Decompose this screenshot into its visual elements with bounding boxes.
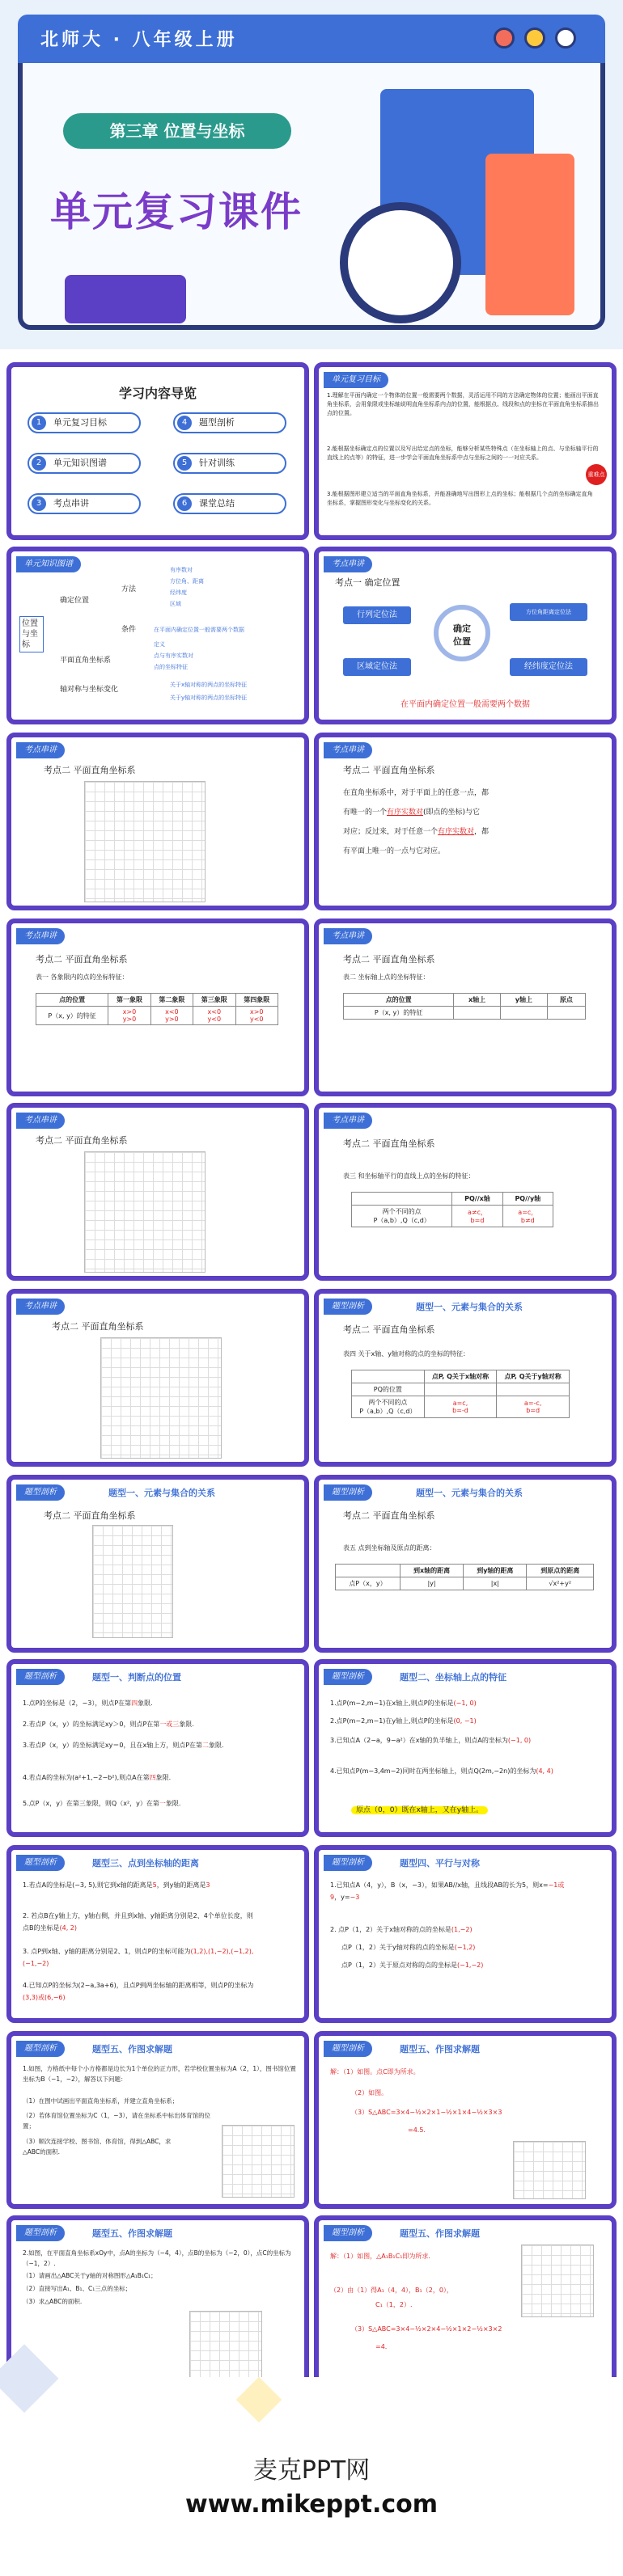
solution-text: 解：（1）如图。点C即为所求。 xyxy=(330,2068,420,2076)
type-title: 题型二、坐标轴上点的特征 xyxy=(400,1672,506,1683)
type-title: 题型一、元素与集合的关系 xyxy=(416,1302,523,1312)
question xyxy=(23,1910,257,1934)
answer-text: (−1, 0) xyxy=(453,1700,477,1707)
text-span: 3. 点P到x轴、y轴的距离分别是2、1，则点P的坐标可能为 xyxy=(23,1948,191,1955)
table-cell xyxy=(500,1007,547,1020)
table-header: 第一象限 xyxy=(108,994,150,1007)
nav-item-training[interactable] xyxy=(173,453,286,474)
center-circle: 确定 位置 xyxy=(434,605,490,661)
map-root: 位置与坐标 xyxy=(19,616,44,652)
coordinate-grid xyxy=(189,2311,262,2384)
answer-text: 二 xyxy=(202,1742,210,1749)
table-header: PQ//x轴 xyxy=(452,1193,502,1206)
slide-type-4 xyxy=(314,1845,617,2023)
table-cell: |x| xyxy=(464,1577,527,1590)
answer-text: −3 xyxy=(350,1894,360,1901)
slide-overview xyxy=(6,362,309,540)
text-line: 在直角坐标系中，对于平面上的任意一点，都 xyxy=(343,789,490,797)
answer-text: (−1,2) xyxy=(454,1944,476,1951)
nav-num: 1 xyxy=(32,416,46,430)
question xyxy=(330,1734,605,1748)
table-cell: P（x, y）的特征 xyxy=(344,1007,454,1020)
problem-text: （2）直接写出A₁、B₁、C₁三点的坐标； xyxy=(23,2285,132,2292)
method-box: 区域定位法 xyxy=(343,658,411,676)
text-span: 5.点P（x，y）在第三象限，则Q（x²，y）在第 xyxy=(23,1800,159,1807)
point-title: 考点二 平面直角坐标系 xyxy=(36,954,128,965)
map-leaf: 关于x轴对称的两点的坐标特征 xyxy=(170,682,248,688)
text-span: P（a,b）,Q（c,d） xyxy=(359,1408,417,1415)
question xyxy=(341,1958,483,1973)
yellow-dot-icon xyxy=(524,27,545,49)
question xyxy=(23,1717,194,1732)
coordinate-grid xyxy=(84,781,206,902)
text-span: 象限. xyxy=(165,1800,181,1807)
table-caption: 表五 点到坐标轴及原点的距离： xyxy=(343,1544,436,1552)
text-span: (即点的坐标)与它 xyxy=(423,809,481,817)
answer-text: (3,3)或(6,−6) xyxy=(23,1994,66,2001)
answer-text: (0, −1) xyxy=(453,1717,477,1725)
map-leaf: 关于y轴对称的两点的坐标特征 xyxy=(170,695,248,701)
table-cell: PQ的位置 xyxy=(352,1383,425,1396)
text-span: 点P（1，2）关于原点对称的点的坐标是 xyxy=(341,1962,458,1969)
slide-tag: 考点串讲 xyxy=(16,1113,65,1129)
brand-name: 麦克PPT网 xyxy=(252,2456,371,2485)
question xyxy=(330,1696,477,1711)
table-header: y轴上 xyxy=(500,994,547,1007)
problem-text: 2.如图，在平面直角坐标系xOy中，点A的坐标为（−4，4），点B的坐标为（−2，0），点C的坐标为（−1，2）. xyxy=(23,2249,291,2267)
answer-text: 四 xyxy=(131,1700,138,1707)
solution-text: =4. xyxy=(375,2343,388,2350)
text-span: 象限. xyxy=(155,1774,172,1781)
problem-text: 1.如图，方格纸中每个小方格都是边长为1个单位的正方形，若学校位置坐标为A（2，1），图书馆位置坐标为B（−1，−2），解答以下问题： xyxy=(23,2065,296,2083)
slide-tag: 题型剖析 xyxy=(324,1484,372,1501)
text-span: 4.已知点P的坐标为(2−a,3a+6)，且点P到两坐标轴的距离相等，则点P的坐标为 xyxy=(23,1982,254,1989)
slide-goals xyxy=(314,362,617,540)
point-title: 考点二 平面直角坐标系 xyxy=(343,1324,435,1335)
map-node: 条件 xyxy=(121,626,137,634)
decor-diamond-icon xyxy=(236,2377,282,2423)
solution-text: （3）S△ABC=3×4−½×2×4−½×1×2−½×3×2 xyxy=(351,2325,502,2333)
table-cell: a=c, b=-d xyxy=(424,1396,497,1418)
answer-text: −1或9 xyxy=(330,1881,565,1901)
table-cell: a=-c, b=d xyxy=(497,1396,570,1418)
text-span: 4.已知点P(m−3,4m−2)同时在两坐标轴上，则点Q(2m,−2n)的坐标为 xyxy=(330,1767,536,1775)
chapter-label: 第三章 位置与坐标 xyxy=(63,113,291,149)
solution-text: （3）S△ABC=3×4−½×2×1−½×1×4−½×3×3 xyxy=(351,2109,502,2116)
type-title: 题型三、点到坐标轴的距离 xyxy=(92,1858,199,1869)
type-title: 题型五、作图求解题 xyxy=(400,2044,480,2054)
question xyxy=(23,1945,257,1970)
slide-point-2d xyxy=(6,1289,309,1467)
map-leaf: 有序数对 xyxy=(170,567,193,573)
type-title: 题型一、判断点的位置 xyxy=(92,1672,181,1683)
text-span: 3.已知点A（2−a，9−a²）在x轴的负半轴上，则点A的坐标为 xyxy=(330,1737,508,1744)
text-span: 1.点P的坐标是（2，−3），则点P在第 xyxy=(23,1700,132,1707)
slide-tag: 单元知识图谱 xyxy=(16,556,81,572)
solution-text: （2）由（1）得A₁（4，4），B₁（2，0）， xyxy=(330,2287,453,2294)
slide-table-3 xyxy=(314,1103,617,1281)
answer-text: (−1,−2) xyxy=(457,1962,484,1969)
point-title: 考点二 平面直角坐标系 xyxy=(343,1510,435,1521)
solution-text: 解：（1）如图，△A₁B₁C₁即为所求. xyxy=(330,2253,430,2260)
answer-text: 一或三 xyxy=(159,1721,180,1728)
answer-text: (4, 4) xyxy=(536,1767,553,1775)
slide-tag: 考点串讲 xyxy=(16,742,65,758)
problem-text: （1）在图中试画出平面直角坐标系，并建立直角坐标系； xyxy=(23,2097,179,2105)
table-cell: a=c， b≠d xyxy=(502,1206,553,1227)
text-span: 点P（1，2）关于y轴对称的点的坐标是 xyxy=(341,1944,455,1951)
question xyxy=(330,1879,573,1903)
text-line xyxy=(343,825,489,839)
solution-text: C₁（1，2）. xyxy=(375,2301,413,2308)
cover-slide xyxy=(0,0,623,349)
nav-num: 4 xyxy=(177,416,192,430)
nav-item-goals[interactable] xyxy=(28,412,141,433)
table-cell xyxy=(547,1007,585,1020)
distance-table xyxy=(335,1564,594,1590)
note-text: 在平面内确定位置一般需要两个数据 xyxy=(400,700,530,709)
text-span: 两个不同的点 xyxy=(382,1208,422,1215)
map-leaf: 定义 xyxy=(154,641,165,648)
slide-table-1 xyxy=(6,918,309,1096)
red-dot-icon xyxy=(494,27,515,49)
table-caption: 表二 坐标轴上点的坐标特征： xyxy=(343,973,430,981)
slide-point-2c xyxy=(6,1103,309,1281)
table-header: 到y轴的距离 xyxy=(464,1565,527,1577)
slide-tag: 题型剖析 xyxy=(16,1855,65,1871)
solution-text: （2）如图。 xyxy=(351,2089,388,2097)
map-leaf: 经纬度 xyxy=(170,589,187,596)
question xyxy=(341,1940,475,1955)
slide-point-2b xyxy=(314,733,617,910)
map-node: 轴对称与坐标变化 xyxy=(60,686,119,694)
text-span: 象限. xyxy=(209,1742,224,1749)
question xyxy=(23,1879,257,1891)
table-cell xyxy=(424,1383,497,1396)
nav-label: 考点串讲 xyxy=(53,498,89,509)
problem-text: （1）请画出△ABC关于y轴的对称图形△A₁B₁C₁； xyxy=(23,2272,157,2279)
slide-tag: 题型剖析 xyxy=(324,1669,372,1685)
slide-type-1a xyxy=(6,1475,309,1653)
slide-type-2 xyxy=(314,1659,617,1837)
coordinate-grid xyxy=(222,2125,295,2198)
table-caption: 表四 关于x轴、y轴对称的点的坐标的特征： xyxy=(343,1350,470,1358)
text-line: 有平面上唯一的一点与它对应。 xyxy=(343,847,446,855)
text-span: ，y= xyxy=(334,1894,350,1901)
table-caption: 表一 各象限内的点的坐标特征： xyxy=(36,973,129,981)
map-leaf: 方位角、距离 xyxy=(170,578,204,585)
point-title: 考点二 平面直角坐标系 xyxy=(343,954,435,965)
slide-table-2 xyxy=(314,918,617,1096)
answer-text: 5 xyxy=(152,1881,157,1889)
nav-label: 单元复习目标 xyxy=(53,417,107,428)
text-span: 对应；反过来，对于任意一个 xyxy=(343,828,439,836)
slide-tag: 题型剖析 xyxy=(16,1484,65,1501)
goal-3: 3.能根据图形建立适当的平面直角坐标系，并能准确地写出图形上点的坐标；能根据几个点的坐标确定直角坐标系，掌握图形变化与坐标变化的关系。 xyxy=(327,491,593,506)
table-cell: x>0 y<0 xyxy=(235,1007,278,1025)
slide-tag: 题型剖析 xyxy=(16,2225,65,2241)
text-span: ，到y轴的距离是 xyxy=(156,1881,206,1889)
slide-tag: 考点串讲 xyxy=(324,1113,372,1129)
table-cell: √x²+y² xyxy=(527,1577,594,1590)
question xyxy=(23,1738,298,1753)
text-line xyxy=(343,805,480,820)
type-title: 题型五、作图求解题 xyxy=(400,2228,480,2239)
slide-tag: 考点串讲 xyxy=(324,556,372,572)
slide-table-4 xyxy=(314,1289,617,1467)
cover-header xyxy=(18,15,605,63)
table-header: 原点 xyxy=(547,994,585,1007)
nav-num: 5 xyxy=(177,456,192,471)
nav-num: 3 xyxy=(32,496,46,511)
text-span: 3.若点P（x，y）的坐标满足xy＝0，且在x轴上方，则点P在第 xyxy=(23,1742,203,1749)
slide-tag: 考点串讲 xyxy=(324,928,372,944)
slide-tag: 单元复习目标 xyxy=(324,372,388,388)
slide-knowledge-map xyxy=(6,547,309,724)
answer-text: (1,−2) xyxy=(451,1926,473,1933)
goal-2: 2.能根据坐标确定点的位置以及写出给定点的坐标，能够分析某些特殊点（在坐标轴上的点、与坐标轴平行的直线上的点等）的特征，进一步学会平面直角坐标系中点与坐标之间的一一对应关系。 xyxy=(327,446,599,461)
answer-text: (−1, 0) xyxy=(507,1737,532,1744)
parallel-table xyxy=(351,1192,553,1227)
overview-title: 学习内容导览 xyxy=(118,386,197,401)
nav-label: 针对训练 xyxy=(199,458,235,468)
nav-item-points[interactable] xyxy=(28,493,141,514)
table-header: 第三象限 xyxy=(193,994,235,1007)
slide-tag: 题型剖析 xyxy=(324,2041,372,2057)
table-header xyxy=(352,1193,452,1206)
highlight-text: 原点（0，0）既在x轴上，又在y轴上。 xyxy=(351,1806,488,1814)
text-span: 两个不同的点 xyxy=(368,1399,408,1406)
question xyxy=(330,1923,473,1937)
clock-icon xyxy=(340,202,461,323)
answer-text: (4, 2) xyxy=(59,1924,78,1932)
nav-item-types[interactable] xyxy=(173,412,286,433)
question xyxy=(23,1797,180,1811)
coordinate-grid xyxy=(84,1151,206,1273)
cover-title: 单元复习课件 xyxy=(50,188,303,235)
type-title: 题型五、作图求解题 xyxy=(92,2044,172,2054)
problem-text: （3）顺次连接学校、图书馆、体育馆，得到△ABC，求△ABC的面积. xyxy=(23,2138,172,2156)
nav-label: 课堂总结 xyxy=(199,498,235,509)
answer-text: 一 xyxy=(159,1800,166,1807)
map-node: 确定位置 xyxy=(60,597,90,605)
table-header xyxy=(352,1370,425,1383)
nav-num: 2 xyxy=(32,456,46,471)
type-title: 题型一、元素与集合的关系 xyxy=(108,1488,215,1498)
table-header: PQ//y轴 xyxy=(502,1193,553,1206)
method-box: 经纬度定位法 xyxy=(510,658,587,676)
table-header: 第二象限 xyxy=(150,994,193,1007)
text-span: 2.点P(m−2,m−1)在y轴上,则点P的坐标是 xyxy=(330,1717,454,1725)
text-span: 2. 若点B在y轴上方，y轴右侧，并且到x轴、y轴距离分别是2、4个单位长度，则点B的坐标是 xyxy=(23,1912,253,1932)
coordinate-grid xyxy=(513,2141,586,2199)
slide-tag: 题型剖析 xyxy=(16,1669,65,1685)
slide-tag: 题型剖析 xyxy=(324,1299,372,1315)
question xyxy=(23,1979,265,2004)
slide-tag: 题型剖析 xyxy=(16,2041,65,2057)
map-leaf: 区域 xyxy=(170,601,181,607)
slide-tag: 题型剖析 xyxy=(324,2225,372,2241)
table-header xyxy=(336,1565,400,1577)
table-caption: 表三 和坐标轴平行的直线上点的坐标的特征： xyxy=(343,1172,475,1180)
map-leaf: 在平面内确定位置一般需要两个数据 xyxy=(154,627,244,633)
point-title: 考点二 平面直角坐标系 xyxy=(36,1135,128,1146)
white-dot-icon xyxy=(555,27,576,49)
books-icon xyxy=(65,275,186,323)
text-span: P（a,b）,Q（c,d） xyxy=(373,1217,430,1224)
method-box: 行列定位法 xyxy=(343,606,411,624)
slide-type-5d xyxy=(314,2215,617,2393)
coordinate-grid xyxy=(521,2244,594,2317)
table-cell: 点P（x，y） xyxy=(336,1577,400,1590)
table-cell xyxy=(352,1206,452,1227)
map-node: 方法 xyxy=(121,585,137,593)
question xyxy=(330,1714,477,1729)
text-span: 4.若点A的坐标为(a²+1,−2−b²),则点A在第 xyxy=(23,1774,150,1781)
nav-label: 题型剖析 xyxy=(199,417,235,428)
answer-text: 3 xyxy=(206,1881,210,1889)
coordinate-grid xyxy=(92,1525,173,1638)
solution-text: =4.5. xyxy=(408,2126,426,2134)
table-header: x轴上 xyxy=(454,994,501,1007)
table-cell xyxy=(454,1007,501,1020)
table-header: 点的位置 xyxy=(36,994,108,1007)
question xyxy=(23,1696,153,1711)
problem-text: （3）求△ABC的面积. xyxy=(23,2298,83,2305)
table-header: 第四象限 xyxy=(235,994,278,1007)
slide-table-5 xyxy=(314,1475,617,1653)
map-leaf: 点与有序实数对 xyxy=(154,652,193,659)
table-cell: x<0 y<0 xyxy=(193,1007,235,1025)
table-cell xyxy=(497,1383,570,1396)
answer-text: 四 xyxy=(149,1774,156,1781)
point-title: 考点一 确定位置 xyxy=(335,577,400,588)
table-cell: x>0 y>0 xyxy=(108,1007,150,1025)
nav-label: 单元知识图谱 xyxy=(53,458,107,468)
text-span: 象限. xyxy=(179,1721,194,1728)
footer xyxy=(0,2377,623,2576)
question xyxy=(23,1771,171,1785)
table-cell: P（x, y）的特征 xyxy=(36,1007,108,1025)
question xyxy=(330,1764,605,1779)
slide-tag: 考点串讲 xyxy=(324,742,372,758)
table-header: 点P, Q关于y轴对称 xyxy=(497,1370,570,1383)
problem-text: （2）若体育馆位置坐标为C（1，−3），请在坐标系中标出体育馆的位置； xyxy=(23,2112,211,2130)
map-node: 平面直角坐标系 xyxy=(60,657,112,665)
text-span: 1.若点A的坐标是(−3, 5),则它到x轴的距离是 xyxy=(23,1881,153,1889)
nav-item-summary[interactable] xyxy=(173,493,286,514)
nav-item-map[interactable] xyxy=(28,453,141,474)
text-span: 2.若点P（x，y）的坐标满足xy＞0，则点P在第 xyxy=(23,1721,160,1728)
slide-tag: 题型剖析 xyxy=(324,1855,372,1871)
axis-table xyxy=(343,993,586,1020)
method-box: 方位角距离定位法 xyxy=(510,603,587,621)
type-title: 题型一、元素与集合的关系 xyxy=(416,1488,523,1498)
table-cell: x<0 y>0 xyxy=(150,1007,193,1025)
brand-url[interactable]: www.mikeppt.com xyxy=(185,2490,438,2519)
slide-type-5a xyxy=(6,2031,309,2209)
text-span: 2. 点P（1，2）关于x轴对称的点的坐标是 xyxy=(330,1926,451,1933)
answer-text: 有序实数对 xyxy=(438,828,475,836)
nav-num: 6 xyxy=(177,496,192,511)
map-leaf: 点的坐标特征 xyxy=(154,664,188,670)
point-title: 考点二 平面直角坐标系 xyxy=(44,765,136,775)
text-span: 象限. xyxy=(138,1700,153,1707)
table-header: 点P, Q关于x轴对称 xyxy=(424,1370,497,1383)
point-title: 考点二 平面直角坐标系 xyxy=(52,1321,144,1332)
slide-type-3 xyxy=(6,1845,309,2023)
text-span: 1.已知点A（4，y），B（x，−3），如果AB//x轴，且线段AB的长为5，则x= xyxy=(330,1881,549,1889)
table-header: 到x轴的距离 xyxy=(400,1565,463,1577)
table-cell: |y| xyxy=(400,1577,463,1590)
table-cell xyxy=(352,1396,425,1418)
quadrant-table xyxy=(36,993,278,1025)
figure-icon xyxy=(485,154,574,315)
highlight xyxy=(351,1803,488,1818)
key-badge: 重难点 xyxy=(586,464,607,485)
text-span: ，都 xyxy=(474,828,490,836)
slide-type-1b xyxy=(6,1659,309,1837)
coordinate-grid xyxy=(100,1337,222,1459)
table-header: 点的位置 xyxy=(344,994,454,1007)
table-header: 到原点的距离 xyxy=(527,1565,594,1577)
symmetry-table xyxy=(351,1370,570,1418)
goal-1: 1.理解在平面内确定一个物体的位置一般需要两个数据，灵活运用不同的方法确定物体的位置；能画出平面直角坐标系，会用象限或坐标轴说明直角坐标系内点的位置，能根据点、线段和点的坐标在平面直角坐标系描出点的位置。 xyxy=(327,392,599,416)
answer-text: (1,2),(1,−2),(−1,2),(−1,−2) xyxy=(23,1948,254,1967)
slide-type-5b xyxy=(314,2031,617,2209)
table-cell: a≠c， b=d xyxy=(452,1206,502,1227)
point-title: 考点二 平面直角坐标系 xyxy=(44,1510,136,1521)
slide-tag: 考点串讲 xyxy=(16,1299,65,1315)
slide-point-2a xyxy=(6,733,309,910)
point-title: 考点二 平面直角坐标系 xyxy=(343,765,435,775)
slide-tag: 考点串讲 xyxy=(16,928,65,944)
point-title: 考点二 平面直角坐标系 xyxy=(343,1138,435,1149)
text-span: 有唯一的一个 xyxy=(343,809,388,817)
type-title: 题型五、作图求解题 xyxy=(92,2228,172,2239)
answer-text: 有序实数对 xyxy=(387,809,424,817)
slide-type-5c xyxy=(6,2215,309,2393)
cover-header-text: 北师大 · 八年级上册 xyxy=(40,30,238,50)
type-title: 题型四、平行与对称 xyxy=(400,1858,480,1869)
slide-point-1 xyxy=(314,547,617,724)
text-span: 1.点P(m−2,m−1)在x轴上,则点P的坐标是 xyxy=(330,1700,454,1707)
